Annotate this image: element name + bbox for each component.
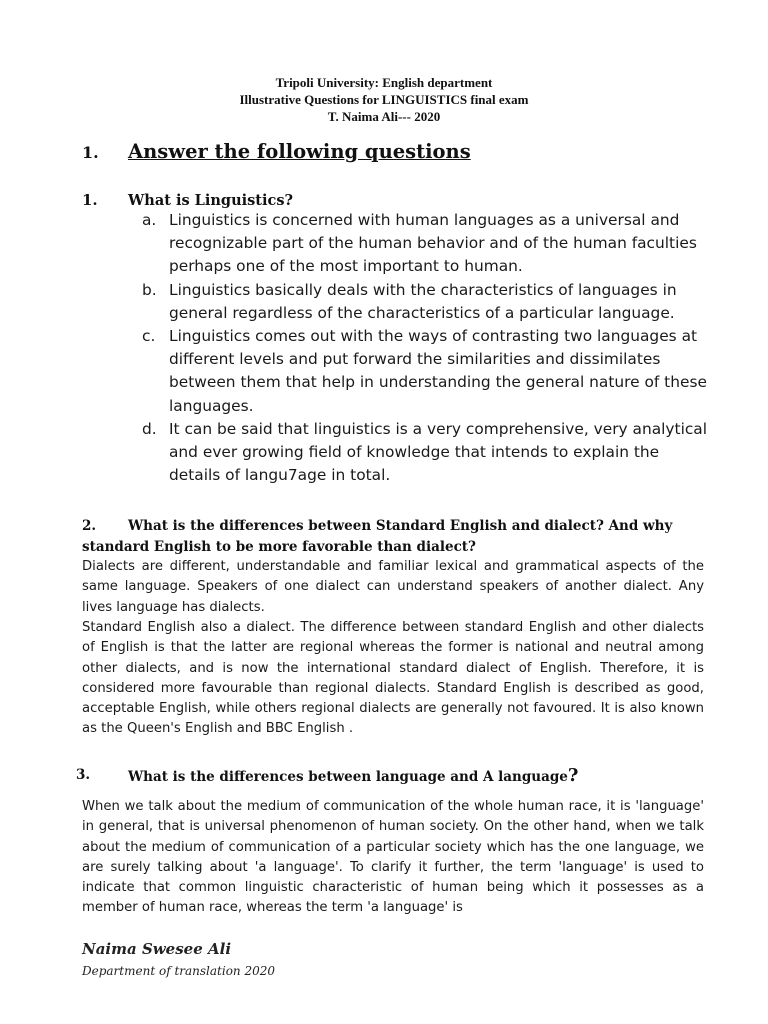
answer-item	[142, 325, 712, 418]
section-number: 1.	[82, 143, 99, 162]
answer-text: It can be said that linguistics is a very comprehensive, very analytical and ever growing field of knowledge that intends to explain the details of langu7age in total.	[169, 419, 708, 485]
answer-text: Linguistics is concerned with human languages as a universal and recognizable part of the human behavior and of the human faculties perhaps one of the most important to human.	[169, 211, 697, 276]
header-university: Tripoli University: English department	[275, 75, 493, 90]
question-3-number: 3.	[76, 767, 91, 783]
question-1-answers	[142, 209, 712, 487]
answer-marker: b.	[142, 280, 157, 299]
question-3-paragraph: When we talk about the medium of communication of the whole human race, it is 'language' in general, that is universal phenomenon of human society. On the other hand, when we talk about the medium of communication of a particular society which has the one language, we are surely talking about 'a language'. To clarify it further, the term 'language' is used to indicate that common linguistic characteristic of human being which it possesses as a member of human race, whereas the term 'a language' is	[82, 799, 704, 916]
answer-item	[142, 418, 712, 488]
header-exam-title: Illustrative Questions for LINGUISTICS final exam	[239, 92, 529, 107]
answer-text: Linguistics basically deals with the characteristics of languages in general regardless of the characteristics of a particular language.	[169, 280, 677, 322]
footer-signature-name: Naima Swesee Ali	[82, 940, 232, 958]
question-2-line2: standard English to be more favorable than dialect?	[82, 539, 476, 555]
question-2-paragraph-2: Standard English also a dialect. The difference between standard English and other dialects of English is that the latter are regional whereas the former is national and neutral among other dialects, and is now the international standard dialect of English. Therefore, it is considered more favourable than regional dialects. Standard English is described as good, acceptable English, while others regional dialects are generally not favoured. It is also known as the Queen's English and BBC English .	[82, 620, 704, 737]
question-2-number: 2.	[82, 518, 97, 534]
answer-marker: c.	[142, 327, 156, 346]
footer-department: Department of translation 2020	[82, 964, 276, 978]
answer-marker: a.	[142, 211, 157, 229]
question-2-paragraph-1: Dialects are different, understandable and familiar lexical and grammatical aspects of the same language. Speakers of one dialect can understand speakers of another dialect. Any lives language has dialects.	[82, 559, 704, 615]
question-3-text-body: What is the differences between language and A language	[128, 769, 568, 785]
section-title: Answer the following questions	[128, 140, 471, 163]
answer-item	[142, 279, 712, 325]
question-1-text: What is Linguistics?	[128, 192, 293, 209]
question-3-question-mark: ?	[567, 765, 579, 786]
answer-text: Linguistics comes out with the ways of contrasting two languages at different levels and put forward the similarities and dissimilates between them that help in understanding the general nature of these languages.	[169, 327, 707, 415]
answer-item	[142, 209, 712, 279]
question-3-text	[128, 765, 578, 788]
answer-marker: d.	[142, 419, 157, 438]
question-2-line1: What is the differences between Standard English and dialect? And why	[128, 518, 673, 534]
document-header	[0, 74, 768, 125]
header-teacher-year: T. Naima Ali--- 2020	[327, 109, 441, 124]
question-1-number: 1.	[82, 191, 98, 209]
